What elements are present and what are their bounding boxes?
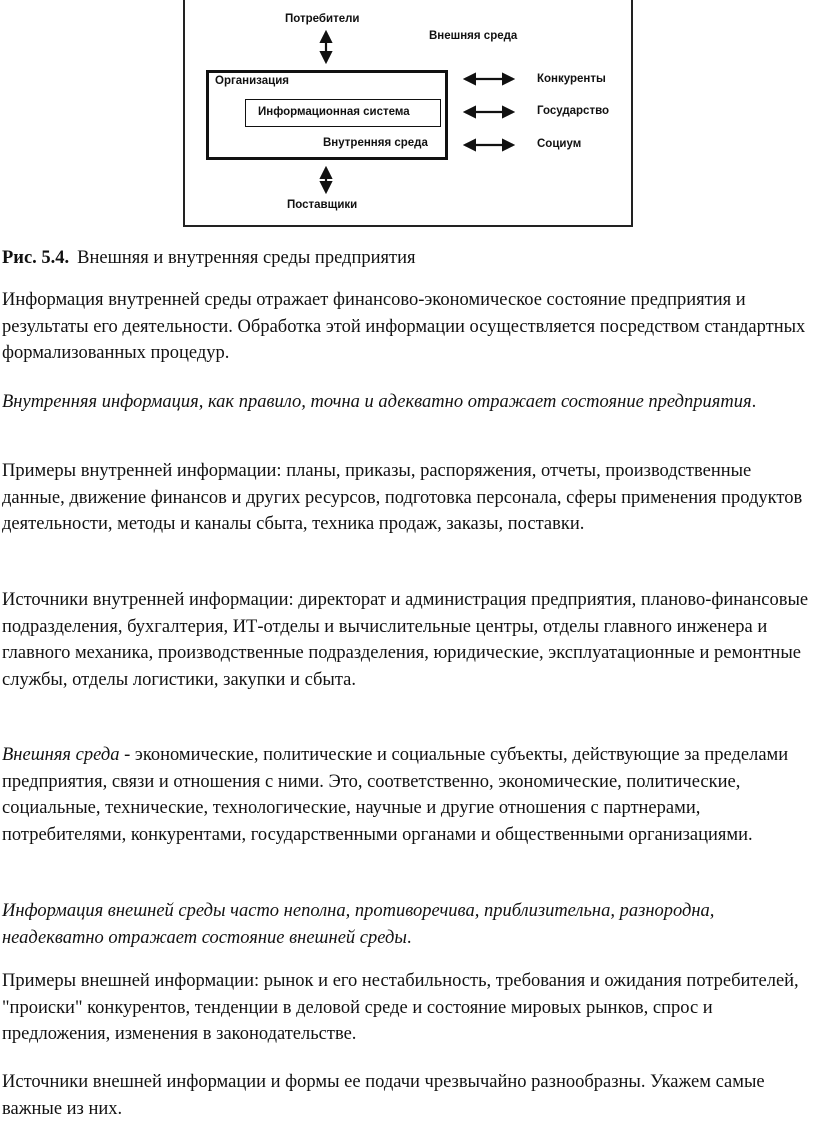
suppliers-label: Поставщики — [287, 199, 358, 211]
paragraph-1-text: Информация внутренней среды отражает финансово-экономическое состояние предприятия и результаты его деятельности. Обработка этой информации осуществляется посредством стандартных формализованных процедур. — [2, 290, 806, 363]
figure-caption — [0, 248, 416, 269]
paragraph-6 — [0, 898, 816, 951]
society-label: Социум — [537, 138, 582, 150]
paragraph-2-text: Внутренняя информация, как правило, точна и адекватно отражает состояние предприятия — [2, 392, 752, 412]
caption-text: Внешняя и внутренняя среды предприятия — [77, 248, 416, 268]
paragraph-3-text: Примеры внутренней информации: планы, приказы, распоряжения, отчеты, производственные данные, движение финансов и других ресурсов, подготовка персонала, сферы применения продуктов деятельности, методы и каналы сбыта, техника продаж, заказы, поставки. — [2, 461, 803, 534]
paragraph-6-end: . — [406, 927, 412, 948]
paragraph-8-text: Источники внешней информации и формы ее подачи чрезвычайно разнообразны. Укажем самые важные из них. — [2, 1072, 765, 1119]
paragraph-4 — [0, 587, 816, 693]
info-system-label: Информационная система — [258, 106, 410, 118]
paragraph-5-text: - экономические, политические и социальные субъекты, действующие за пределами предприятия, связи и отношения с ними. Это, соответственно, экономические, политические, социальные, технические, технологические, научные и другие отношения с партнерами, потребителями, конкурентами, государственными органами и общественными организациями. — [2, 745, 789, 845]
external-env-label: Внешняя среда — [429, 30, 518, 42]
paragraph-2 — [0, 389, 816, 416]
paragraph-1 — [0, 287, 816, 367]
diagram-arrows — [185, 0, 635, 227]
paragraph-7 — [0, 968, 816, 1048]
state-label: Государство — [537, 105, 610, 117]
environment-diagram — [183, 0, 633, 227]
paragraph-3 — [0, 458, 816, 538]
paragraph-6-text: Информация внешней среды часто неполна, противоречива, приблизительна, разнородна, неадекватно отражает состояние внешней среды — [2, 901, 715, 948]
paragraph-5 — [0, 742, 816, 848]
consumers-label: Потребители — [285, 13, 360, 25]
caption-number: Рис. 5.4. — [2, 248, 70, 268]
competitors-label: Конкуренты — [537, 73, 606, 85]
paragraph-5-term: Внешняя среда — [2, 745, 120, 765]
organization-label: Организация — [215, 75, 289, 87]
paragraph-2-end: . — [751, 392, 757, 412]
internal-env-label: Внутренняя среда — [323, 137, 428, 149]
paragraph-4-text: Источники внутренней информации: директорат и администрация предприятия, планово-финансовые подразделения, бухгалтерия, ИТ-отделы и вычислительные центры, отделы главного инженера и главного механика, производственные подразделения, юридические, эксплуатационные и ремонтные службы, отделы логистики, закупки и сбыта. — [2, 590, 809, 690]
paragraph-8 — [0, 1069, 816, 1122]
paragraph-7-text: Примеры внешней информации: рынок и его нестабильность, требования и ожидания потребителей, "происки" конкурентов, тенденции в деловой среде и состояние мировых рынков, спрос и предложения, изменения в законодательстве. — [2, 971, 799, 1044]
